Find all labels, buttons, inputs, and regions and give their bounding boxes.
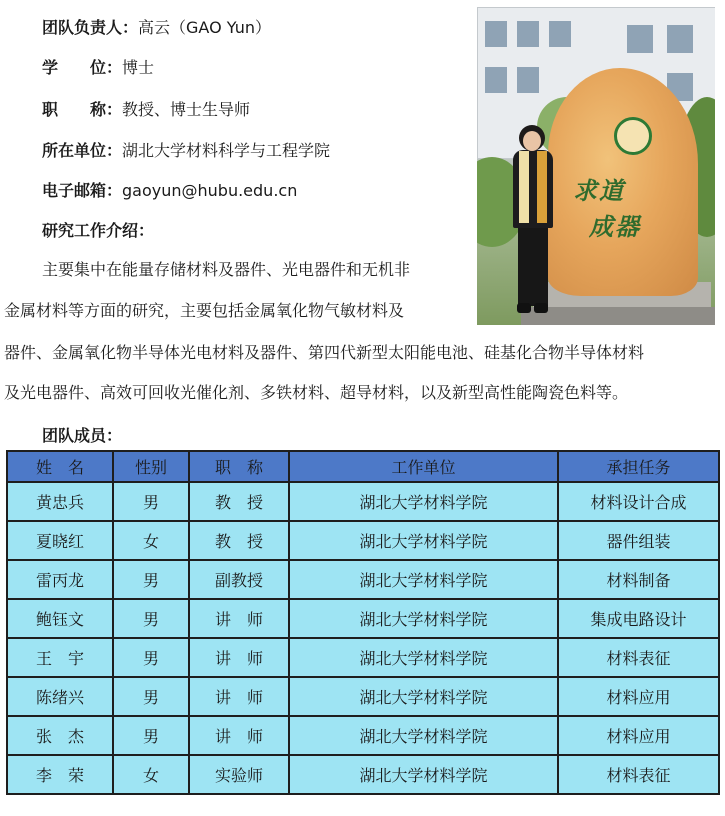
window (667, 25, 693, 53)
person-legs (518, 226, 548, 306)
table-header-row (7, 451, 719, 482)
research-text-line-4: 及光电器件、高效可回收光催化剂、多铁材料、超导材料，以及新型高性能陶瓷色料等。 (4, 383, 629, 402)
cell-task: 材料表征 (558, 755, 719, 794)
email-line (42, 180, 297, 202)
cell-gender: 男 (113, 716, 189, 755)
table-row (7, 599, 719, 638)
leader-photo (477, 7, 715, 325)
cell-name: 陈绪兴 (7, 677, 113, 716)
unit-label: 所在单位： (42, 141, 123, 160)
cell-name: 夏晓红 (7, 521, 113, 560)
email-link[interactable]: gaoyun@hubu.edu.cn (122, 181, 298, 200)
leader-line (42, 17, 271, 39)
cell-name: 雷丙龙 (7, 560, 113, 599)
header-name: 姓 名 (7, 451, 113, 482)
cell-task: 材料应用 (558, 677, 719, 716)
cell-title: 讲 师 (189, 716, 289, 755)
scarf (537, 151, 547, 223)
members-title: 团队成员： (42, 426, 123, 445)
table-row (7, 755, 719, 794)
person-face (523, 131, 541, 151)
research-text-line-2: 金属材料等方面的研究，主要包括金属氧化物气敏材料及 (4, 301, 405, 320)
cell-name: 鲍钰文 (7, 599, 113, 638)
cell-unit: 湖北大学材料学院 (289, 560, 558, 599)
stone-inscription-2: 成器 (589, 212, 641, 241)
cell-unit: 湖北大学材料学院 (289, 677, 558, 716)
research-text-line-3: 器件、金属氧化物半导体光电材料及器件、第四代新型太阳能电池、硅基化合物半导体材料 (4, 343, 645, 362)
shoe (517, 303, 531, 313)
window (627, 25, 653, 53)
degree-label: 学 位： (42, 58, 123, 77)
members-table (6, 450, 720, 795)
cell-task: 材料制备 (558, 560, 719, 599)
leader-label: 团队负责人： (42, 18, 139, 37)
cell-gender: 男 (113, 677, 189, 716)
university-emblem-icon (614, 117, 652, 155)
leader-value: 高云（GAO Yun） (138, 18, 271, 37)
cell-unit: 湖北大学材料学院 (289, 599, 558, 638)
cell-name: 黄忠兵 (7, 482, 113, 521)
cell-title: 讲 师 (189, 599, 289, 638)
cell-title: 实验师 (189, 755, 289, 794)
header-task: 承担任务 (558, 451, 719, 482)
stone-inscription-1: 求道 (573, 176, 625, 205)
cell-unit: 湖北大学材料学院 (289, 716, 558, 755)
header-unit: 工作单位 (289, 451, 558, 482)
unit-value: 湖北大学材料科学与工程学院 (122, 141, 331, 160)
window (485, 21, 507, 47)
cell-name: 张 杰 (7, 716, 113, 755)
cell-gender: 男 (113, 638, 189, 677)
table-row (7, 560, 719, 599)
degree-line (42, 57, 154, 79)
window (517, 67, 539, 93)
research-label: 研究工作介绍： (42, 221, 155, 240)
header-gender: 性别 (113, 451, 189, 482)
title-value: 教授、博士生导师 (122, 100, 251, 119)
window (517, 21, 539, 47)
table-row (7, 482, 719, 521)
cell-title: 教 授 (189, 521, 289, 560)
table-row (7, 677, 719, 716)
cell-gender: 男 (113, 560, 189, 599)
email-label: 电子邮箱： (42, 181, 123, 200)
degree-value: 博士 (122, 58, 155, 77)
cell-gender: 男 (113, 482, 189, 521)
cell-task: 材料设计合成 (558, 482, 719, 521)
cell-title: 讲 师 (189, 677, 289, 716)
window (549, 21, 571, 47)
cell-unit: 湖北大学材料学院 (289, 755, 558, 794)
cell-unit: 湖北大学材料学院 (289, 482, 558, 521)
cell-task: 材料表征 (558, 638, 719, 677)
table-row (7, 521, 719, 560)
cell-name: 王 宇 (7, 638, 113, 677)
cell-task: 器件组装 (558, 521, 719, 560)
research-heading (42, 220, 154, 242)
cell-task: 集成电路设计 (558, 599, 719, 638)
cell-title: 讲 师 (189, 638, 289, 677)
cell-gender: 男 (113, 599, 189, 638)
cell-unit: 湖北大学材料学院 (289, 521, 558, 560)
unit-line (42, 140, 330, 162)
cell-task: 材料应用 (558, 716, 719, 755)
shoe (534, 303, 548, 313)
cell-gender: 女 (113, 521, 189, 560)
research-text-line-1: 主要集中在能量存储材料及器件、光电器件和无机非 (42, 260, 411, 279)
table-row (7, 638, 719, 677)
title-line (42, 99, 250, 121)
header-title: 职 称 (189, 451, 289, 482)
stone-step (521, 307, 715, 325)
title-label: 职 称： (42, 100, 123, 119)
cell-unit: 湖北大学材料学院 (289, 638, 558, 677)
cell-gender: 女 (113, 755, 189, 794)
table-row (7, 716, 719, 755)
window (485, 67, 507, 93)
cell-name: 李 荣 (7, 755, 113, 794)
cell-title: 教 授 (189, 482, 289, 521)
scarf (519, 151, 529, 223)
cell-title: 副教授 (189, 560, 289, 599)
